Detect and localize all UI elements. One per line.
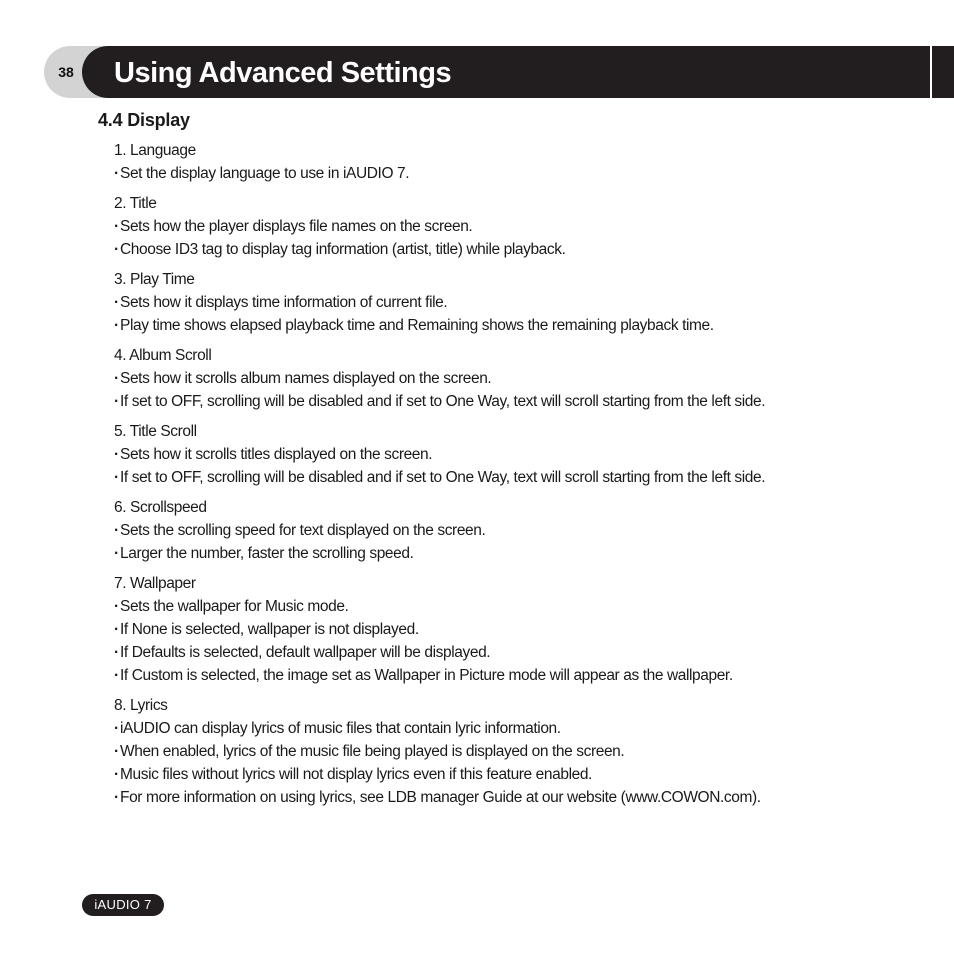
setting-bullet-text: Sets how it displays time information of current file. xyxy=(120,294,448,311)
bullet-dot-icon: · xyxy=(114,370,119,387)
setting-bullet xyxy=(114,291,934,314)
setting-heading: 5. Title Scroll xyxy=(114,423,197,440)
title-bar-end xyxy=(932,46,954,98)
setting-bullet xyxy=(114,314,934,337)
bullet-dot-icon: · xyxy=(114,522,119,539)
setting-bullet-text: Sets how the player displays file names on the screen. xyxy=(120,218,473,235)
setting-bullet xyxy=(114,443,934,466)
setting-bullet xyxy=(114,162,934,185)
bullet-dot-icon: · xyxy=(114,317,119,334)
setting-item xyxy=(114,268,934,337)
page-title: Using Advanced Settings xyxy=(114,57,452,89)
bullet-dot-icon: · xyxy=(114,218,119,235)
setting-bullet xyxy=(114,740,934,763)
setting-item xyxy=(114,344,934,413)
setting-heading: 3. Play Time xyxy=(114,271,195,288)
setting-bullet-text: Music files without lyrics will not display lyrics even if this feature enabled. xyxy=(120,766,592,783)
setting-bullet xyxy=(114,390,934,413)
setting-bullet xyxy=(114,618,934,641)
setting-bullet xyxy=(114,466,934,489)
setting-bullet-text: If set to OFF, scrolling will be disabled and if set to One Way, text will scroll starting from the left side. xyxy=(120,469,766,486)
setting-bullet-text: Sets how it scrolls album names displayed on the screen. xyxy=(120,370,492,387)
footer-product-label: iAUDIO 7 xyxy=(82,894,164,916)
bullet-dot-icon: · xyxy=(114,720,119,737)
bullet-dot-icon: · xyxy=(114,165,119,182)
setting-bullet-text: Set the display language to use in iAUDIO 7. xyxy=(120,165,410,182)
setting-item xyxy=(114,192,934,261)
setting-bullet xyxy=(114,595,934,618)
setting-heading: 8. Lyrics xyxy=(114,697,168,714)
setting-bullet xyxy=(114,763,934,786)
setting-heading: 4. Album Scroll xyxy=(114,347,212,364)
setting-bullet xyxy=(114,717,934,740)
settings-list xyxy=(114,139,934,816)
bullet-dot-icon: · xyxy=(114,766,119,783)
setting-heading: 2. Title xyxy=(114,195,157,212)
setting-bullet xyxy=(114,786,934,809)
setting-item xyxy=(114,139,934,185)
setting-bullet-text: If set to OFF, scrolling will be disabled and if set to One Way, text will scroll starting from the left side. xyxy=(120,393,766,410)
setting-bullet-text: iAUDIO can display lyrics of music files that contain lyric information. xyxy=(120,720,561,737)
bullet-dot-icon: · xyxy=(114,469,119,486)
setting-bullet-text: Sets the scrolling speed for text displayed on the screen. xyxy=(120,522,486,539)
section-heading: 4.4 Display xyxy=(98,110,190,130)
bullet-dot-icon: · xyxy=(114,446,119,463)
setting-bullet-text: If None is selected, wallpaper is not displayed. xyxy=(120,621,419,638)
page-number: 38 xyxy=(58,64,74,80)
setting-bullet-text: If Defaults is selected, default wallpaper will be displayed. xyxy=(120,644,491,661)
setting-item xyxy=(114,572,934,687)
bullet-dot-icon: · xyxy=(114,667,119,684)
setting-bullet-text: Play time shows elapsed playback time and Remaining shows the remaining playback time. xyxy=(120,317,714,334)
setting-bullet xyxy=(114,519,934,542)
setting-bullet-text: Sets how it scrolls titles displayed on the screen. xyxy=(120,446,433,463)
setting-item xyxy=(114,496,934,565)
setting-bullet-text: Choose ID3 tag to display tag information (artist, title) while playback. xyxy=(120,241,566,258)
setting-heading: 6. Scrollspeed xyxy=(114,499,207,516)
setting-bullet xyxy=(114,542,934,565)
setting-bullet xyxy=(114,664,934,687)
bullet-dot-icon: · xyxy=(114,241,119,258)
setting-bullet xyxy=(114,238,934,261)
setting-heading: 7. Wallpaper xyxy=(114,575,196,592)
bullet-dot-icon: · xyxy=(114,393,119,410)
setting-bullet-text: When enabled, lyrics of the music file being played is displayed on the screen. xyxy=(120,743,625,760)
setting-bullet xyxy=(114,367,934,390)
setting-bullet xyxy=(114,641,934,664)
bullet-dot-icon: · xyxy=(114,743,119,760)
setting-bullet-text: Sets the wallpaper for Music mode. xyxy=(120,598,349,615)
setting-item xyxy=(114,420,934,489)
bullet-dot-icon: · xyxy=(114,621,119,638)
setting-item xyxy=(114,694,934,809)
bullet-dot-icon: · xyxy=(114,789,119,806)
setting-heading: 1. Language xyxy=(114,142,196,159)
bullet-dot-icon: · xyxy=(114,545,119,562)
bullet-dot-icon: · xyxy=(114,294,119,311)
setting-bullet xyxy=(114,215,934,238)
setting-bullet-text: Larger the number, faster the scrolling speed. xyxy=(120,545,414,562)
bullet-dot-icon: · xyxy=(114,598,119,615)
setting-bullet-text: For more information on using lyrics, see LDB manager Guide at our website (www.COWON.com). xyxy=(120,789,761,806)
setting-bullet-text: If Custom is selected, the image set as Wallpaper in Picture mode will appear as the wallpaper. xyxy=(120,667,733,684)
bullet-dot-icon: · xyxy=(114,644,119,661)
